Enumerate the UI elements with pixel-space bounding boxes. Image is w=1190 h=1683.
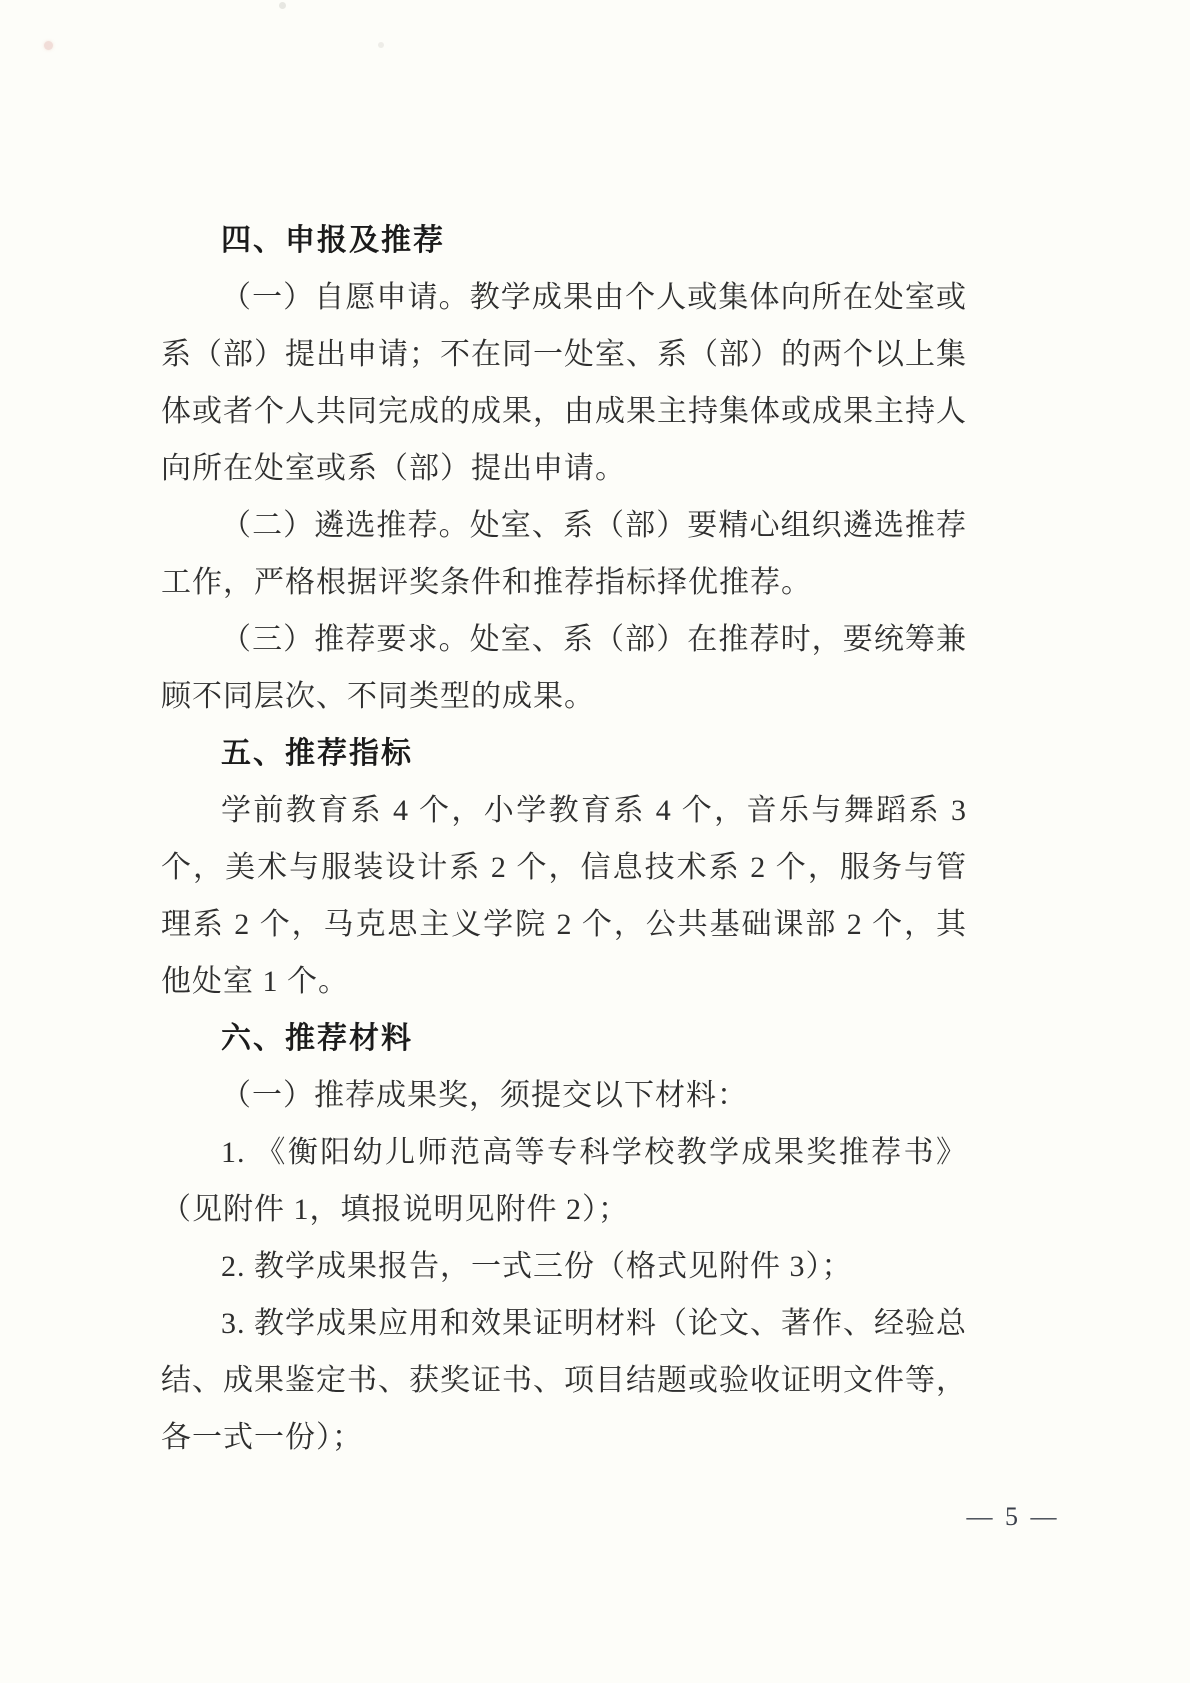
- paragraph-quota-allocation: 学前教育系 4 个，小学教育系 4 个，音乐与舞蹈系 3 个，美术与服装设计系 2 个，信息技术系 2 个，服务与管理系 2 个，马克思主义学院 2 个，公共基础课部 2 个，其他处室 1 个。: [161, 794, 967, 998]
- scan-artifact-speck: [279, 2, 286, 9]
- page-number: — 5 —: [966, 1502, 1060, 1531]
- paragraph-voluntary-application: （一）自愿申请。教学成果由个人或集体向所在处室或系（部）提出申请；不在同一处室、系（部）的两个以上集体或者个人共同完成的成果，由成果主持集体或成果主持人向所在处室或系（部）提出申请。: [161, 281, 967, 485]
- scan-artifact-speck: [44, 41, 53, 50]
- section-heading-recommendation-quota: 五、推荐指标: [221, 737, 413, 770]
- list-item-recommendation-form: 1. 《衡阳幼儿师范高等专科学校教学成果奖推荐书》（见附件 1，填报说明见附件 2）；: [161, 1136, 967, 1226]
- section-heading-recommendation-materials: 六、推荐材料: [221, 1022, 413, 1055]
- list-item-proof-materials: 3. 教学成果应用和效果证明材料（论文、著作、经验总结、成果鉴定书、获奖证书、项目结题或验收证明文件等，各一式一份）；: [161, 1307, 967, 1454]
- list-item-achievement-report: 2. 教学成果报告，一式三份（格式见附件 3）；: [221, 1250, 853, 1283]
- paragraph-materials-intro: （一）推荐成果奖，须提交以下材料：: [221, 1079, 748, 1112]
- paragraph-recommendation-requirements: （三）推荐要求。处室、系（部）在推荐时，要统筹兼顾不同层次、不同类型的成果。: [161, 623, 967, 713]
- section-heading-application-and-recommendation: 四、申报及推荐: [221, 224, 445, 257]
- scan-artifact-speck: [378, 42, 384, 48]
- paragraph-selection-recommendation: （二）遴选推荐。处室、系（部）要精心组织遴选推荐工作，严格根据评奖条件和推荐指标择优推荐。: [161, 509, 967, 599]
- document-body: [161, 212, 967, 1466]
